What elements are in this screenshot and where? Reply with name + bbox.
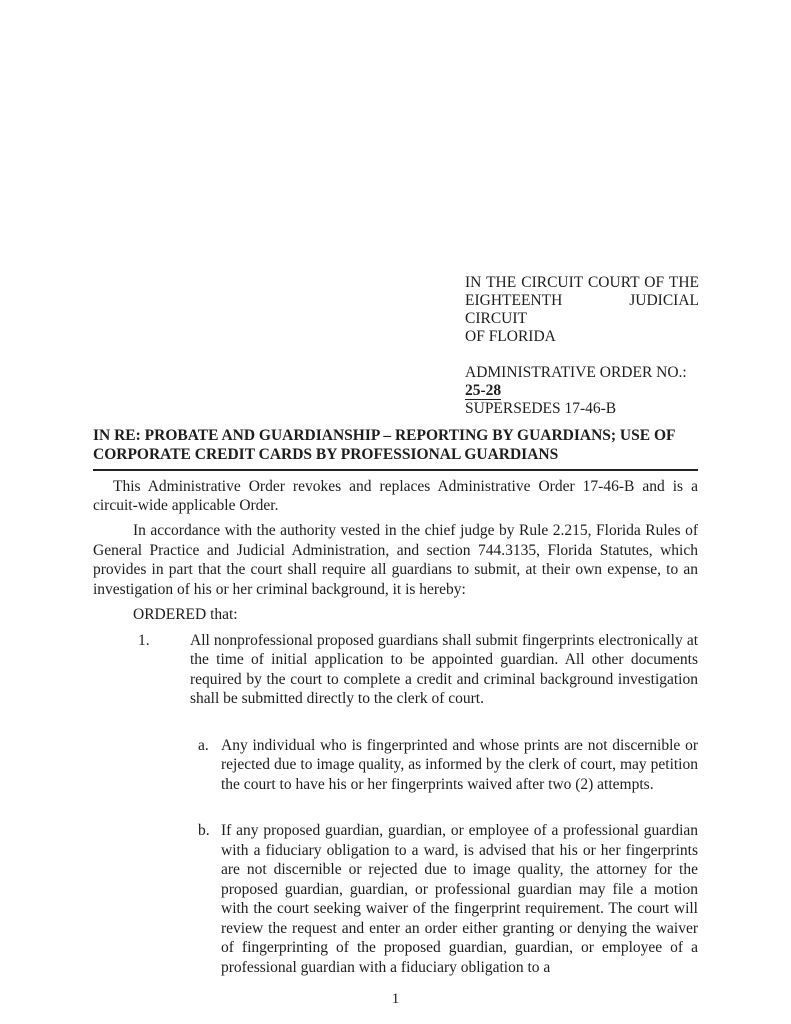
court-name-line-1: IN THE CIRCUIT COURT OF THE xyxy=(465,274,699,291)
court-name xyxy=(465,274,699,346)
admin-order-number: 25-28 xyxy=(465,382,502,399)
list-item-1-text: All nonprofessional proposed guardians shall submit fingerprints electronically at the time of initial application to be appointed guardian. All other documents required by the court to complete a credit and criminal background investigation shall be submitted directly to the clerk of court. xyxy=(190,631,698,707)
court-header-block xyxy=(465,274,699,418)
order-title-line-1: IN RE: PROBATE AND GUARDIANSHIP – REPORTING BY GUARDIANS; USE OF xyxy=(93,427,676,444)
sub-item-b-marker: b. xyxy=(198,822,210,839)
court-name-line-3: OF FLORIDA xyxy=(465,328,556,345)
sub-item-a-marker: a. xyxy=(198,736,209,754)
admin-order-block xyxy=(465,364,699,418)
sub-item-b-text: If any proposed guardian, guardian, or employee of a professional guardian with a fiduciary obligation to a ward, is advised that his or her fingerprints are not discernible or rejected due to image quality, the attorney for the proposed guardian, guardian, or professional guardian may file a motion with the court seeking waiver of the fingerprint requirement. The court will review the request and enter an order either granting or denying the waiver of fingerprinting of the proposed guardian, guardian, or employee of a professional guardian with a fiduciary obligation to a xyxy=(221,822,698,976)
admin-order-number-line xyxy=(465,382,699,400)
page-number: 1 xyxy=(391,991,400,1007)
page-content xyxy=(93,0,698,977)
sub-item-a xyxy=(93,736,698,795)
court-name-line-2: EIGHTEENTH JUDICIAL CIRCUIT xyxy=(465,292,699,327)
paragraph-intro: This Administrative Order revokes and replaces Administrative Order 17-46-B and is a circuit-wide applicable Order. xyxy=(93,478,698,514)
ordered-line: ORDERED that: xyxy=(133,606,238,623)
list-item-1 xyxy=(93,631,698,709)
supersedes-line: SUPERSEDES 17-46-B xyxy=(465,400,617,417)
order-title-line-2: CORPORATE CREDIT CARDS BY PROFESSIONAL GUARDIANS xyxy=(93,446,559,463)
sub-item-b xyxy=(93,821,698,977)
sub-item-a-text: Any individual who is fingerprinted and whose prints are not discernible or rejected due to image quality, as informed by the clerk of court, may petition the court to have his or her fingerprints waived after two (2) attempts. xyxy=(221,736,698,793)
admin-order-label: ADMINISTRATIVE ORDER NO.: xyxy=(465,364,687,381)
paragraph-authority: In accordance with the authority vested in the chief judge by Rule 2.215, Florida Rules of General Practice and Judicial Administration, and section 744.3135, Florida Statutes, which provides in part that the court shall require all guardians to submit, at their own expense, to an investigation of his or her criminal background, it is hereby: xyxy=(93,522,698,598)
list-item-1-marker: 1. xyxy=(138,631,150,649)
order-title xyxy=(93,426,698,471)
